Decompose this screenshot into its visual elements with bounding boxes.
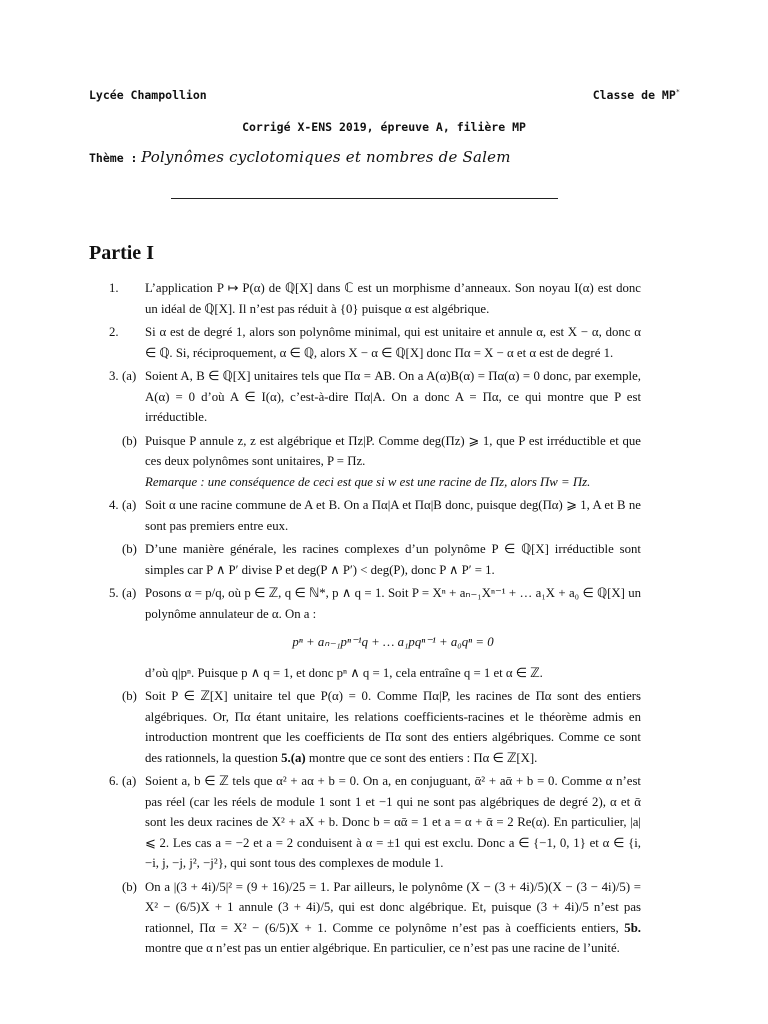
question-text: montre que α n’est pas un entier algébrique. En particulier, ce n’est pas une racine de l’unité. xyxy=(145,941,620,955)
question-number: 4. xyxy=(109,498,119,512)
remark: Remarque : une conséquence de ceci est que si w est une racine de Πz, alors Πw = Πz. xyxy=(145,474,591,489)
question-text: Soient A, B ∈ ℚ[X] unitaires tels que Πα = AB. On a A(α)B(α) = Πα(α) = 0 donc, par exemple, A(α) = 0 d’où A ∈ I(α), c’est-à-dire Πα|A. On a donc A = Πα, ce qui montre que P est irréductible. xyxy=(145,369,641,424)
question-text: D’une manière générale, les racines complexes d’un polynôme P ∈ ℚ[X] irréductible sont simples car P ∧ P′ divise P et deg(P ∧ P′) < deg(P), donc P ∧ P′ = 1. xyxy=(145,542,641,577)
question-number: 1. xyxy=(109,281,119,295)
subquestion-label: (a) xyxy=(122,498,137,512)
question-reference: 5b. xyxy=(624,920,642,935)
question-3b xyxy=(89,431,641,493)
class-name-sup: * xyxy=(675,88,680,97)
question-6a xyxy=(89,771,641,874)
question-text: L’application P ↦ P(α) de ℚ[X] dans ℂ est un morphisme d’anneaux. Son noyau I(α) est donc un idéal de ℚ[X]. Il n’est pas réduit à {0} puisque α est algébrique. xyxy=(145,281,641,316)
subquestion-label: (b) xyxy=(122,879,137,894)
question-number: 3. xyxy=(109,369,119,383)
question-number: 6. xyxy=(109,774,119,788)
question-5a xyxy=(89,583,641,624)
class-name-text: Classe de MP xyxy=(592,88,676,102)
question-4b xyxy=(89,539,641,580)
title-divider xyxy=(171,198,558,199)
subquestion-label: (a) xyxy=(122,774,137,788)
document-body xyxy=(89,278,641,962)
question-4a xyxy=(89,495,641,536)
question-text: Soit P ∈ ℤ[X] unitaire tel que P(α) = 0. Comme Πα|P, les racines de Πα sont des entiers algébriques. Or, Πα étant unitaire, les relations coefficients-racines et le théorème admis en introduction montrent que les coefficients de Πα sont des entiers algébriques. Comme ce sont des rationnels, la question xyxy=(145,689,641,765)
subquestion-label: (a) xyxy=(122,586,137,600)
part-title: Partie I xyxy=(89,242,154,264)
school-name: Lycée Champollion xyxy=(89,88,207,102)
question-text: Posons α = p/q, où p ∈ ℤ, q ∈ ℕ*, p ∧ q = 1. Soit P = Xⁿ + aₙ₋₁Xⁿ⁻¹ + … a₁X + a₀ ∈ ℚ[X] un polynôme annulateur de α. On a : xyxy=(145,586,641,621)
subquestion-label: (a) xyxy=(122,369,137,383)
theme-label: Thème : xyxy=(89,151,138,165)
subquestion-label: (b) xyxy=(122,542,137,556)
subquestion-label: (b) xyxy=(122,689,137,703)
theme-text: Polynômes cyclotomiques et nombres de Salem xyxy=(141,148,511,166)
question-text: Puisque P annule z, z est algébrique et Πz|P. Comme deg(Πz) ⩾ 1, que P est irréductible et que ces deux polynômes sont unitaires, P = Πz. xyxy=(145,433,641,468)
question-3a xyxy=(89,366,641,428)
question-1 xyxy=(89,278,641,319)
question-text: montre que ce sont des entiers : Πα ∈ ℤ[X]. xyxy=(308,750,538,765)
question-text: Soit α une racine commune de A et B. On a Πα|A et Πα|B donc, puisque deg(Πα) ⩾ 1, A et B ne sont pas premiers entre eux. xyxy=(145,498,641,533)
question-text: Si α est de degré 1, alors son polynôme minimal, qui est unitaire et annule α, est X − α, donc α ∈ ℚ. Si, réciproquement, α ∈ ℚ, alors X − α ∈ ℚ[X] donc Πα = X − α et α est de degré 1. xyxy=(145,325,641,360)
question-text: Soient a, b ∈ ℤ tels que α² + aα + b = 0. On a, en conjuguant, ᾱ² + aᾱ + b = 0. Comme α n’est pas réel (car les réels de module 1 sont 1 et −1 qui ne sont pas algébriques de degré 2), α et ᾱ sont les deux racines de X² + aX + b. Donc b = αᾱ = 1 et a = α + ᾱ = 2 Re(α). En particulier, |a| ⩽ 2. Les cas a = −2 et a = 2 conduisent à α = ±1 qui est exclu. Donc a ∈ {−1, 0, 1} et α ∈ {i, −i, j, −j, j², −j²}, qui sont tous des complexes de module 1. xyxy=(145,774,641,870)
question-2 xyxy=(89,322,641,363)
document-title: Corrigé X-ENS 2019, épreuve A, filière MP xyxy=(242,120,526,134)
display-equation: pⁿ + aₙ₋₁pⁿ⁻¹q + … a₁pqⁿ⁻¹ + a₀qⁿ = 0 xyxy=(292,635,494,649)
question-number: 5. xyxy=(109,586,119,600)
question-6b xyxy=(89,877,641,959)
class-name xyxy=(593,88,680,102)
question-reference: 5.(a) xyxy=(281,750,306,765)
question-text: On a |(3 + 4i)/5|² = (9 + 16)/25 = 1. Par ailleurs, le polynôme (X − (3 + 4i)/5)(X − (3 − 4i)/5) = X² − (6/5)X + 1 annule (3 + 4i)/5, qui est donc algébrique. Et, puisque (3 + 4i)/5 n’est pas rationnel, Πα = X² − (6/5)X + 1. Comme ce polynôme n’est pas à coefficients entiers, xyxy=(145,879,641,935)
question-5a-continued xyxy=(89,663,641,684)
subquestion-label: (b) xyxy=(122,433,137,448)
question-5b xyxy=(89,686,641,768)
theme-line xyxy=(89,148,511,166)
question-number: 2. xyxy=(109,325,119,339)
question-text: d’où q|pⁿ. Puisque p ∧ q = 1, et donc pⁿ ∧ q = 1, cela entraîne q = 1 et α ∈ ℤ. xyxy=(145,665,543,680)
